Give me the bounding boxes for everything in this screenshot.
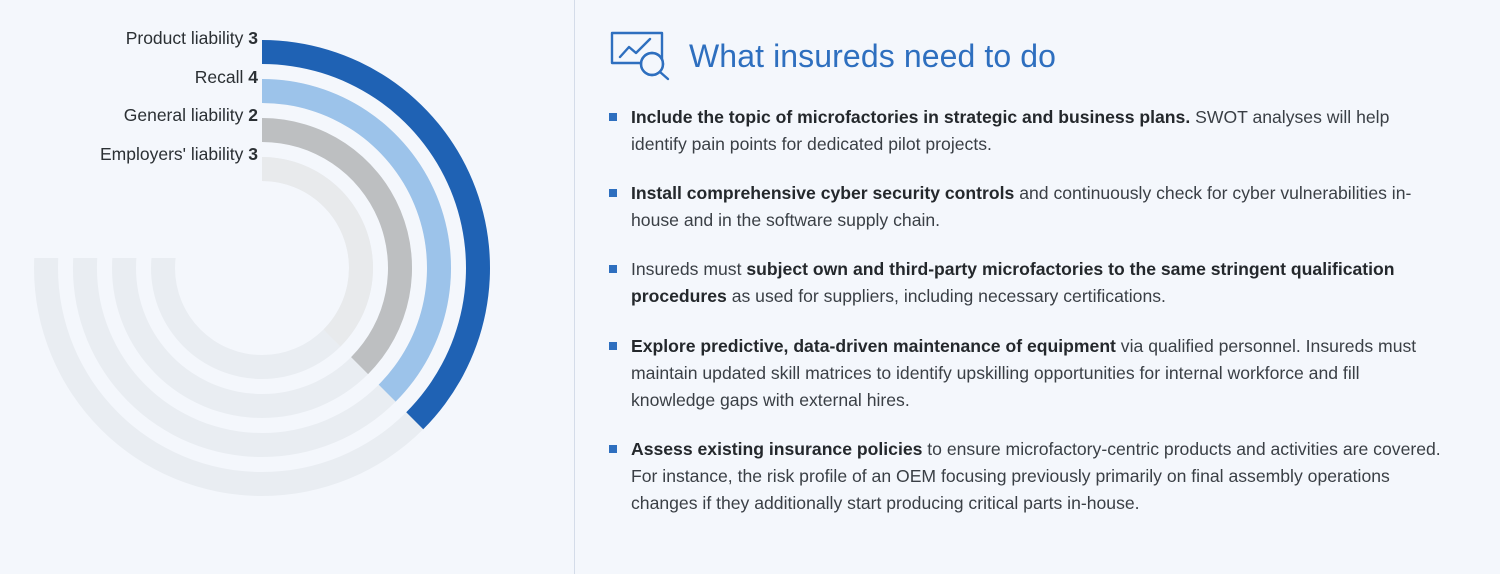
legend-value: 3 xyxy=(248,28,258,48)
legend-item-general-liability xyxy=(0,107,258,125)
point-lead: Include the topic of microfactories in strategic and business plans. xyxy=(631,107,1191,127)
legend-item-employers-liability xyxy=(0,143,258,164)
point-lead: Explore predictive, data-driven maintenance of equipment xyxy=(631,335,1116,356)
list-item xyxy=(609,256,1445,310)
panel-header xyxy=(609,30,1445,82)
list-item xyxy=(609,436,1445,517)
list-item xyxy=(609,180,1445,234)
point-lead: Assess existing insurance policies xyxy=(631,438,923,459)
point-rest: as used for suppliers, including necessary certifications. xyxy=(726,286,1166,307)
legend-label: General liability xyxy=(123,105,244,125)
point-lead: subject own and third-party microfactories to the same stringent qualification procedures xyxy=(631,259,1395,307)
point-rest: SWOT analyses will help identify pain points for dedicated pilot projects. xyxy=(631,107,1390,155)
legend-value: 2 xyxy=(248,105,258,125)
list-item xyxy=(609,333,1445,414)
legend-label: Product liability xyxy=(125,28,244,48)
chart-legend xyxy=(0,30,258,184)
chart-panel xyxy=(0,0,575,574)
page-title: What insureds need to do xyxy=(689,37,1057,74)
point-lead: Install comprehensive cyber security controls xyxy=(631,183,1015,204)
point-pre: Insureds must xyxy=(631,259,747,280)
legend-label: Employers' liability xyxy=(100,143,244,164)
legend-value: 4 xyxy=(248,66,258,87)
legend-item-recall xyxy=(0,66,258,87)
legend-value: 3 xyxy=(248,143,258,164)
recommendations-panel xyxy=(575,0,1500,574)
point-rest: to ensure microfactory-centric products and activities are covered. For instance, the risk profile of an OEM focusing previously primarily on final assembly operations changes if they additionally start producing critical parts in-house. xyxy=(631,438,1441,514)
recommendations-list xyxy=(609,104,1445,517)
chart-search-icon xyxy=(609,30,671,82)
legend-item-product-liability xyxy=(0,30,258,48)
list-item xyxy=(609,104,1445,158)
point-rest: via qualified personnel. Insureds must maintain updated skill matrices to identify upskilling opportunities for internal workforce and fill knowledge gaps with external hires. xyxy=(631,335,1417,410)
legend-label: Recall xyxy=(194,66,244,87)
point-rest: and continuously check for cyber vulnerabilities in-house and in the software supply chain. xyxy=(631,183,1412,231)
